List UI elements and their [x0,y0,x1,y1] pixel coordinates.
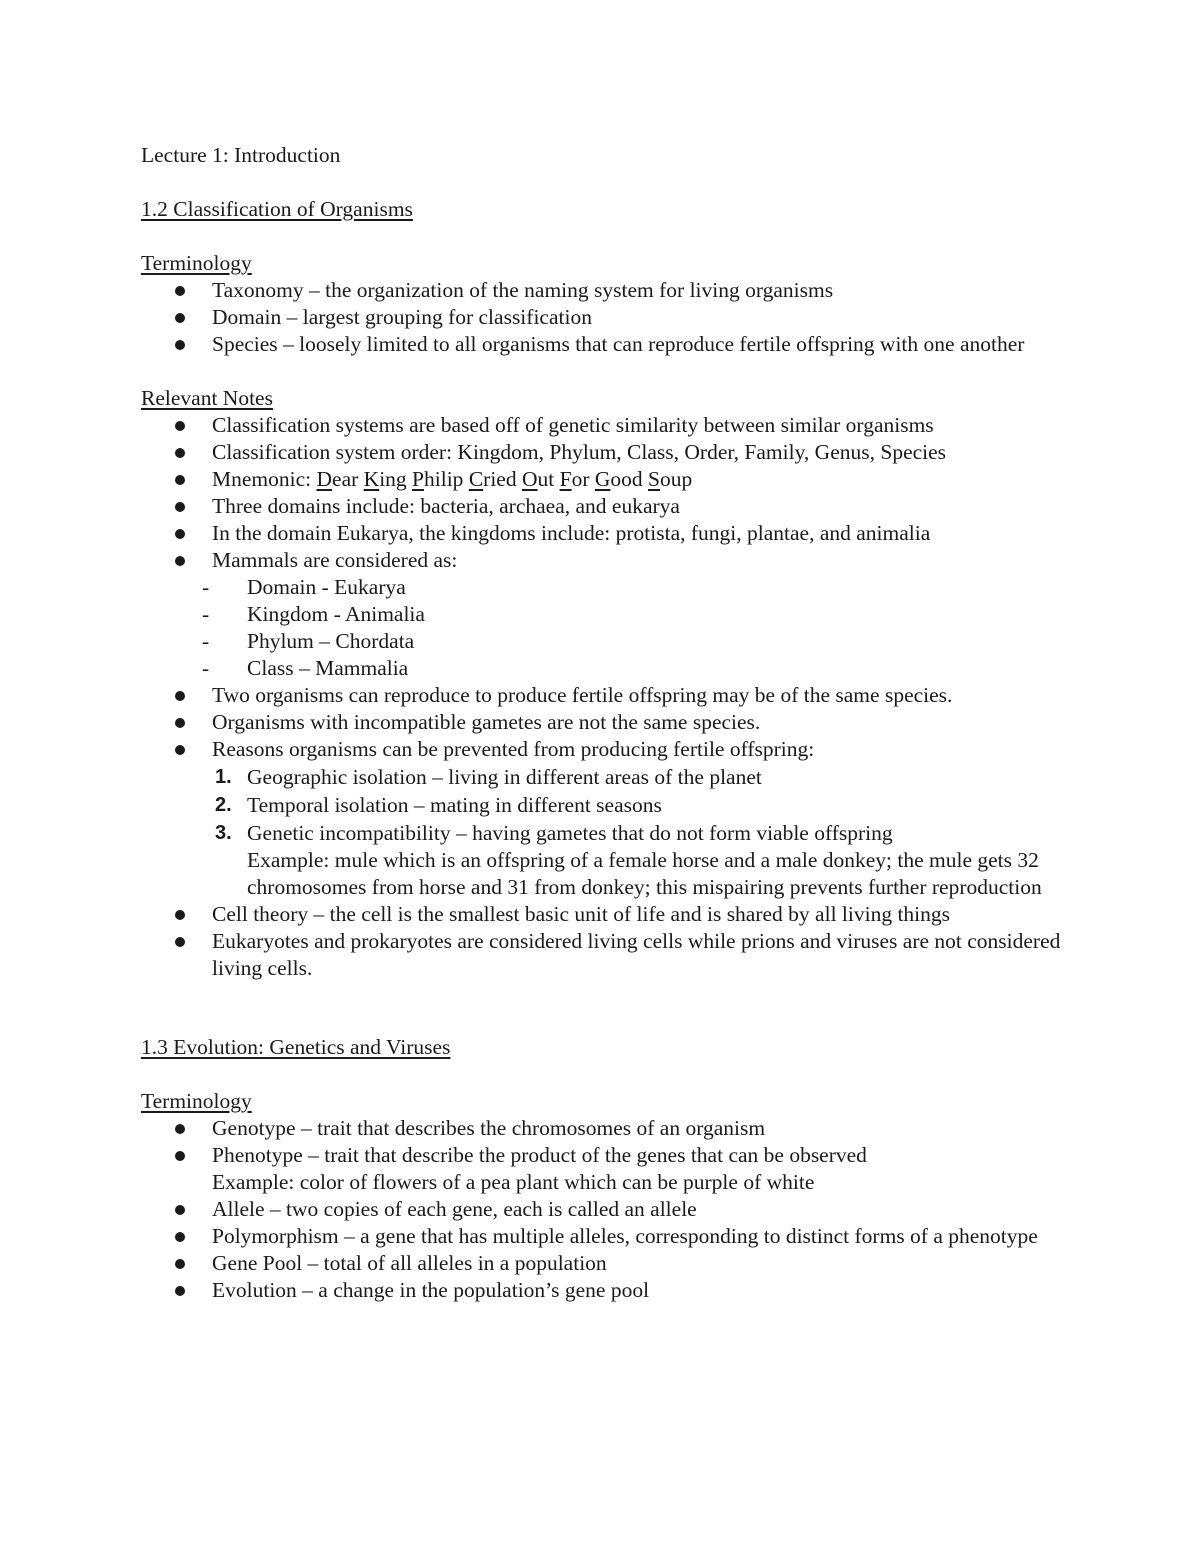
bullet-icon [175,937,185,947]
list-item: - Phylum – Chordata [202,629,415,653]
bullet-icon [175,475,185,485]
list-item: Organisms with incompatible gametes are not the same species. [141,709,1061,736]
terminology-heading-2: Terminology [141,1089,252,1113]
list-item: Two organisms can reproduce to produce fertile offspring may be of the same species. [141,682,1061,709]
bullet-icon [175,1124,185,1134]
reason-example: Example: mule which is an offspring of a female horse and a male donkey; the mule gets 32 chromosomes from horse and 31 from donkey; this mispairing prevents further reproduction [247,848,1042,899]
list-item: 1. Geographic isolation – living in different areas of the planet [215,765,762,789]
list-item: Three domains include: bacteria, archaea, and eukarya [141,493,1061,520]
mammal-classification-list [141,574,1061,682]
dash-icon: - [202,602,210,626]
list-item: Cell theory – the cell is the smallest basic unit of life and is shared by all living things [141,901,1061,928]
list-item: Gene Pool – total of all alleles in a population [141,1250,1061,1277]
bullet-icon [175,556,185,566]
list-item: Phenotype – trait that describe the product of the genes that can be observed Example: color of flowers of a pea plant which can be purple of white [141,1142,1061,1196]
terminology-heading: Terminology [141,251,252,275]
document-page [141,142,1061,1304]
lecture-title: Lecture 1: Introduction [141,143,341,167]
bullet-icon [175,745,185,755]
list-item: Classification system order: Kingdom, Phylum, Class, Order, Family, Genus, Species [141,439,1061,466]
bullet-icon [175,1151,185,1161]
bullet-icon [175,502,185,512]
mnemonic-words: Dear King Philip Cried Out For Good Soup [316,467,693,491]
relevant-notes-list [141,412,1061,574]
section-heading-classification: 1.2 Classification of Organisms [141,197,413,221]
list-item: Allele – two copies of each gene, each is called an allele [141,1196,1061,1223]
list-item: Genotype – trait that describes the chromosomes of an organism [141,1115,1061,1142]
bullet-icon [175,340,185,350]
list-item: - Domain - Eukarya [202,575,406,599]
bullet-icon [175,718,185,728]
list-item: Classification systems are based off of genetic similarity between similar organisms [141,412,1061,439]
terminology-list [141,277,1061,358]
bullet-icon [175,286,185,296]
list-item: Evolution – a change in the population’s gene pool [141,1277,1061,1304]
relevant-notes-list-end [141,901,1061,982]
dash-icon: - [202,656,210,680]
list-item: - Kingdom - Animalia [202,602,425,626]
evolution-terminology-list [141,1115,1061,1304]
bullet-icon [175,910,185,920]
section-heading-evolution: 1.3 Evolution: Genetics and Viruses [141,1035,451,1059]
list-item: 3. Genetic incompatibility – having gametes that do not form viable offspring [215,821,893,845]
dash-icon: - [202,629,210,653]
list-item: Species – loosely limited to all organisms that can reproduce fertile offspring with one another [141,331,1061,358]
bullet-icon [175,448,185,458]
bullet-icon [175,691,185,701]
list-item: Polymorphism – a gene that has multiple alleles, corresponding to distinct forms of a phenotype [141,1223,1061,1250]
list-item: 2. Temporal isolation – mating in different seasons [215,793,662,817]
bullet-icon [175,1232,185,1242]
bullet-icon [175,313,185,323]
bullet-icon [175,1259,185,1269]
bullet-icon [175,421,185,431]
bullet-icon [175,529,185,539]
list-item: - Class – Mammalia [202,656,409,680]
dash-icon: - [202,575,210,599]
list-item: In the domain Eukarya, the kingdoms include: protista, fungi, plantae, and animalia [141,520,1061,547]
list-item: Domain – largest grouping for classification [141,304,1061,331]
bullet-icon [175,1286,185,1296]
relevant-notes-heading: Relevant Notes [141,386,273,410]
reasons-list [141,763,1061,901]
relevant-notes-list-continued [141,682,1061,763]
list-item: Reasons organisms can be prevented from producing fertile offspring: [141,736,1061,763]
list-item: Mammals are considered as: [141,547,1061,574]
bullet-icon [175,1205,185,1215]
list-item: Taxonomy – the organization of the naming system for living organisms [141,277,1061,304]
phenotype-example: Example: color of flowers of a pea plant which can be purple of white [212,1170,815,1194]
list-item-mnemonic: Mnemonic: Dear King Philip Cried Out For Good Soup [141,466,1061,493]
list-item: Eukaryotes and prokaryotes are considered living cells while prions and viruses are not considered living cells. [141,928,1061,982]
